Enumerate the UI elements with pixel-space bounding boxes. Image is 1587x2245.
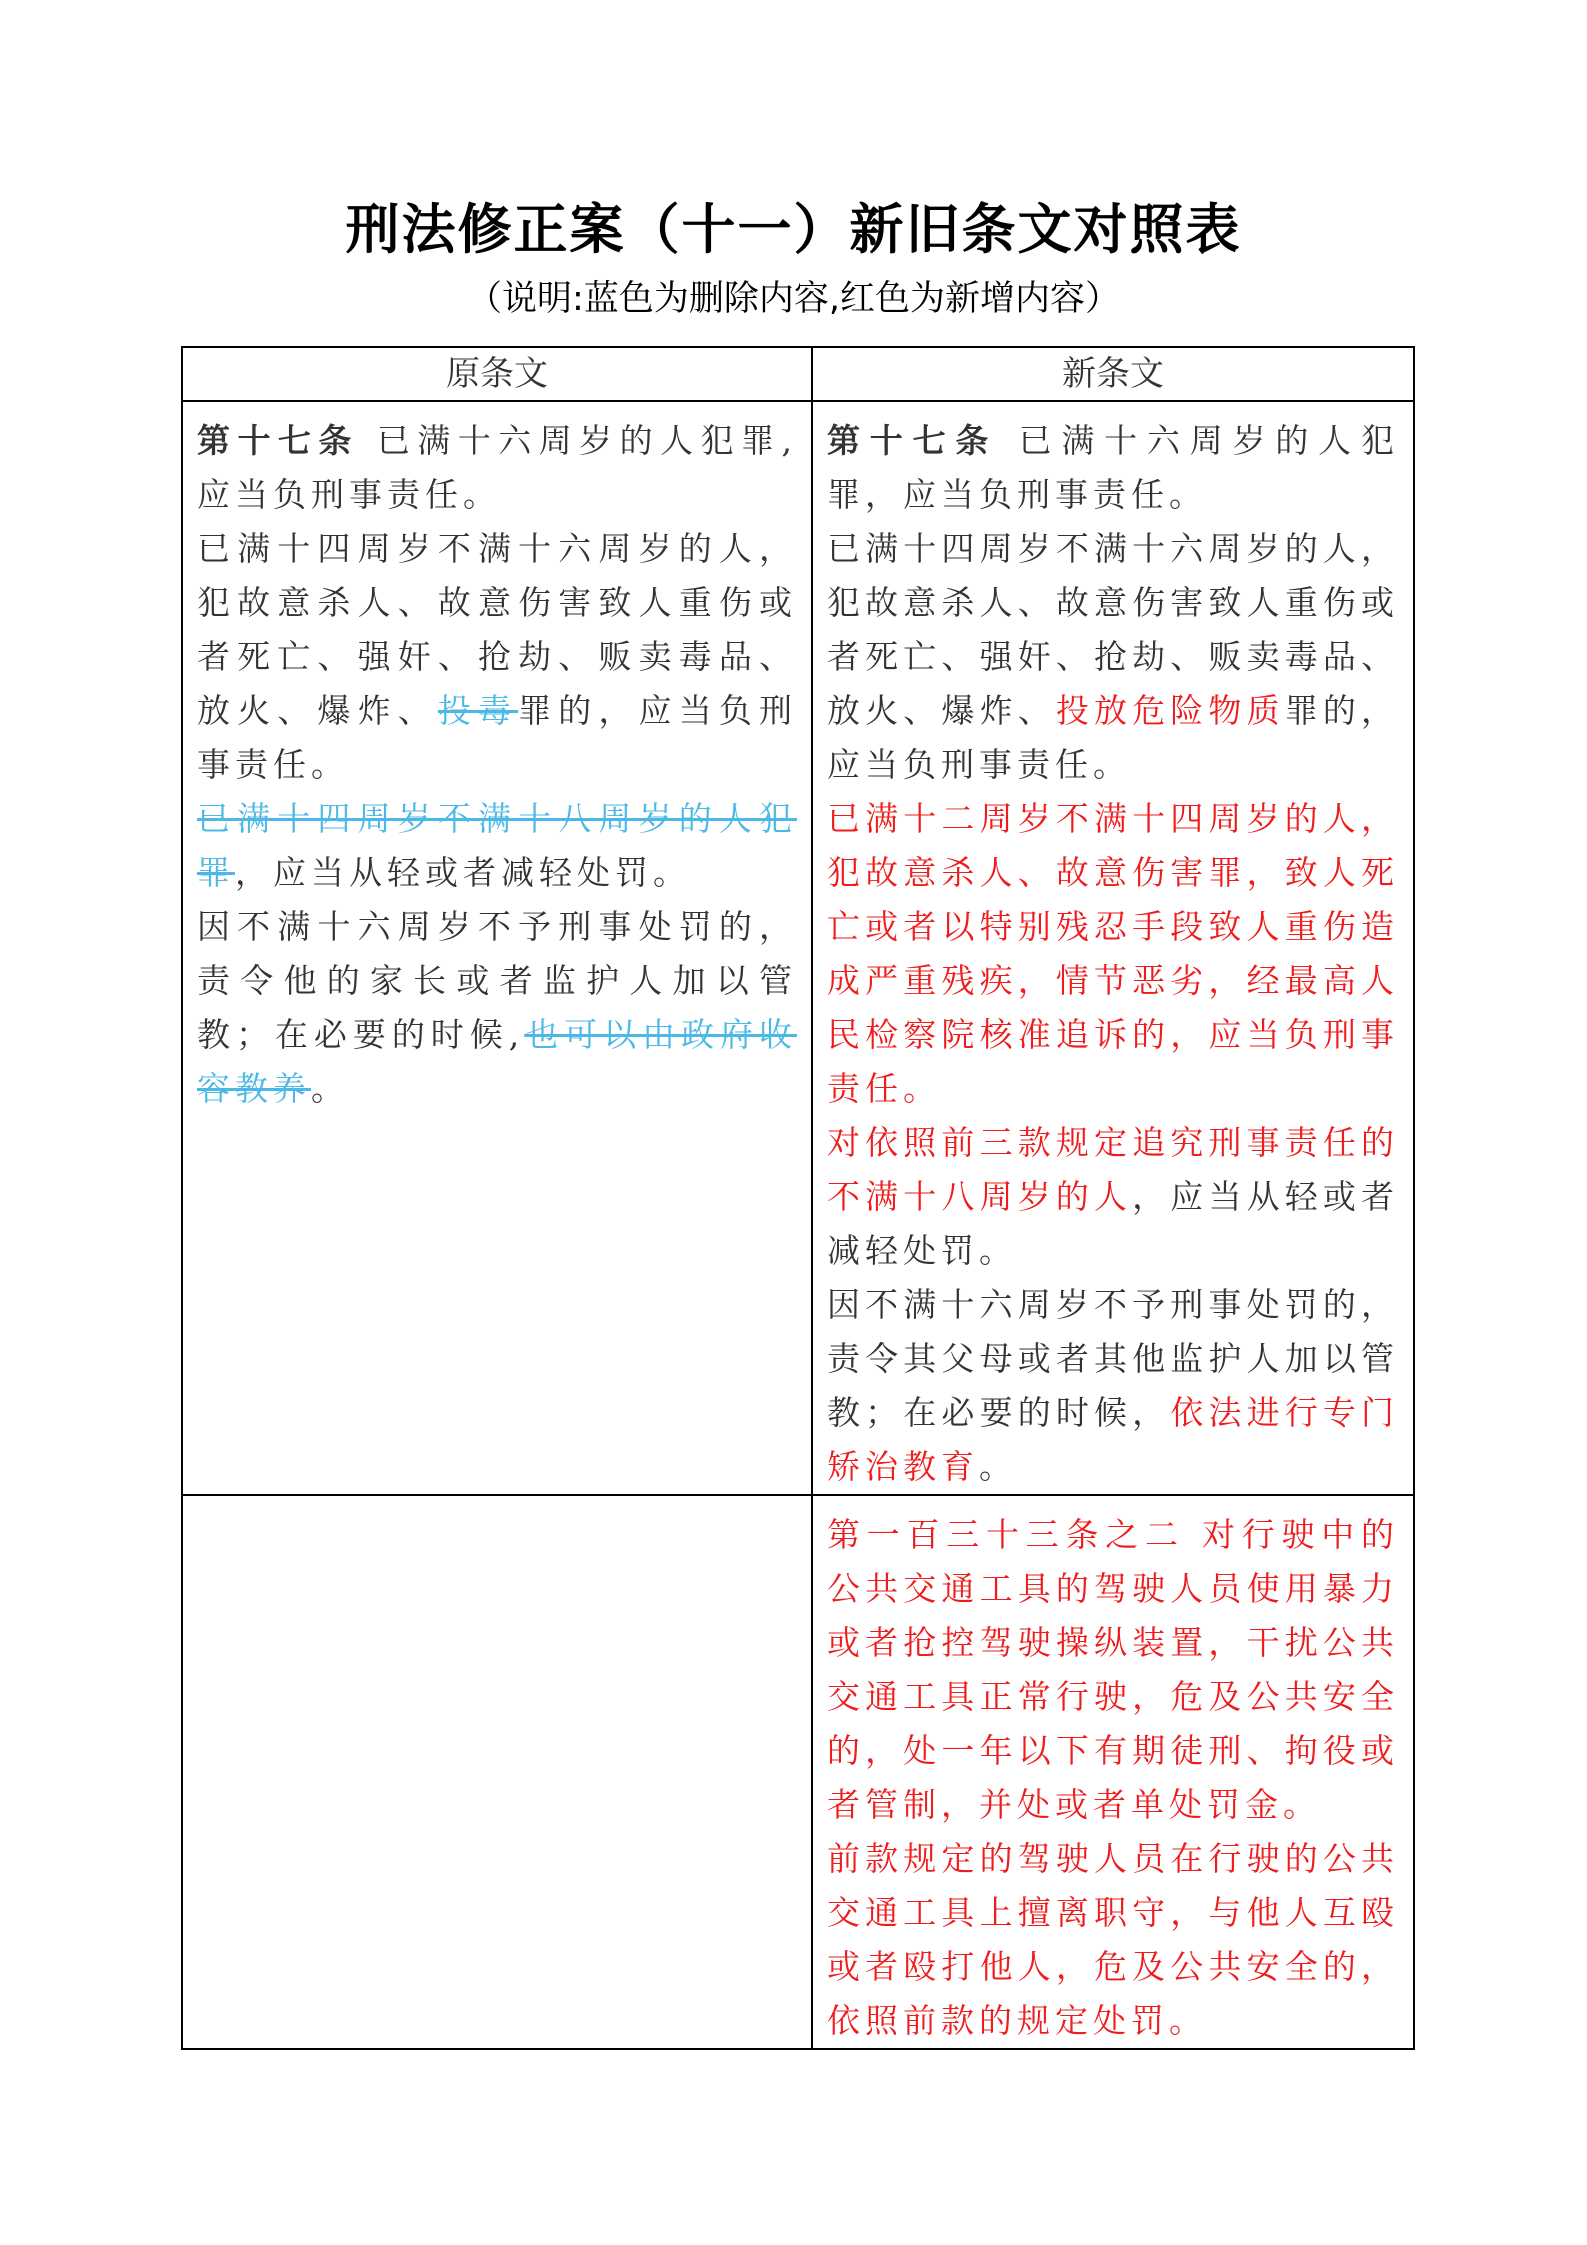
added-text: 投放危险物质 xyxy=(1055,691,1285,730)
page-subtitle: （说明:蓝色为删除内容,红色为新增内容） xyxy=(467,279,1120,319)
text-run: 。 xyxy=(979,1447,1017,1486)
table-row xyxy=(182,1495,1414,2049)
text-run: 因不满十六周岁不予刑事处罚的，责令其父母或者其他监护人加以管教；在必要的时候， xyxy=(827,1285,1399,1432)
text-run: 。 xyxy=(311,1069,349,1108)
header-old: 原条文 xyxy=(182,347,812,401)
page-title: 刑法修正案（十一）新旧条文对照表 xyxy=(345,198,1242,261)
comparison-table xyxy=(181,346,1415,2050)
new-text-cell xyxy=(812,1495,1414,2049)
table-row xyxy=(182,401,1414,1495)
old-paragraph xyxy=(197,522,797,792)
old-paragraph xyxy=(197,414,797,522)
deleted-text: 投毒 xyxy=(437,691,519,730)
new-text-cell xyxy=(812,401,1414,1495)
text-run: ，应当从轻或者减轻处罚。 xyxy=(827,1177,1400,1270)
new-paragraph xyxy=(827,1508,1399,1832)
text-run: 已满十四周岁不满十六周岁的人，犯故意杀人、故意伤害致人重伤或者死亡、强奸、抢劫、贩卖毒品、放火、爆炸、 xyxy=(827,529,1399,730)
new-paragraph xyxy=(827,1116,1399,1278)
old-text-cell xyxy=(182,401,812,1495)
added-text: 第一百三十三条之二 对行驶中的公共交通工具的驾驶人员使用暴力或者抢控驾驶操纵装置，干扰公共交通工具正常行驶，危及公共安全的，处一年以下有期徒刑、拘役或者管制，并处或者单处罚金。 xyxy=(827,1515,1399,1824)
old-paragraph xyxy=(197,792,797,900)
old-text-cell-empty xyxy=(182,1495,812,2049)
header-new: 新条文 xyxy=(812,347,1414,401)
table-header-row xyxy=(182,347,1414,401)
text-run: ，应当从轻或者减轻处罚。 xyxy=(235,853,691,892)
text-run: 因不满十六周岁不予刑事处罚的，责令他的家长或者监护人加以管教；在必要的时候, xyxy=(197,907,797,1054)
text-run: 已满十四周岁不满十六周岁的人，犯故意杀人、故意伤害致人重伤或者死亡、强奸、抢劫、贩卖毒品、放火、爆炸、 xyxy=(197,529,797,730)
added-text: 对依照前三款规定追究刑事责任的不满十八周岁的人 xyxy=(827,1123,1399,1216)
new-paragraph xyxy=(827,522,1399,792)
old-paragraph xyxy=(197,900,797,1116)
new-paragraph xyxy=(827,1832,1399,2048)
article-number: 第十七条 xyxy=(197,421,359,460)
added-text: 前款规定的驾驶人员在行驶的公共交通工具上擅离职守，与他人互殴或者殴打他人，危及公共安全的，依照前款的规定处罚。 xyxy=(827,1839,1399,2040)
text-run: 罪的，应当负刑事责任。 xyxy=(827,691,1400,784)
added-text: 依法进行专门矫治教育 xyxy=(827,1393,1400,1486)
new-paragraph xyxy=(827,792,1399,1116)
deleted-text: 也可以由政府收容教养 xyxy=(197,1015,798,1108)
text-run: 罪的，应当负刑事责任。 xyxy=(197,691,798,784)
new-paragraph xyxy=(827,1278,1399,1494)
added-text: 已满十二周岁不满十四周岁的人，犯故意杀人、故意伤害罪，致人死亡或者以特别残忍手段致人重伤造成严重残疾，情节恶劣，经最高人民检察院核准追诉的，应当负刑事责任。 xyxy=(827,799,1399,1108)
new-paragraph xyxy=(827,414,1399,522)
text-run: 已满十六周岁的人犯罪,应当负刑事责任。 xyxy=(197,421,797,514)
deleted-text: 已满十四周岁不满十八周岁的人犯罪 xyxy=(197,799,797,892)
text-run: 已满十六周岁的人犯罪，应当负刑事责任。 xyxy=(827,421,1399,514)
article-number: 第十七条 xyxy=(827,421,999,460)
